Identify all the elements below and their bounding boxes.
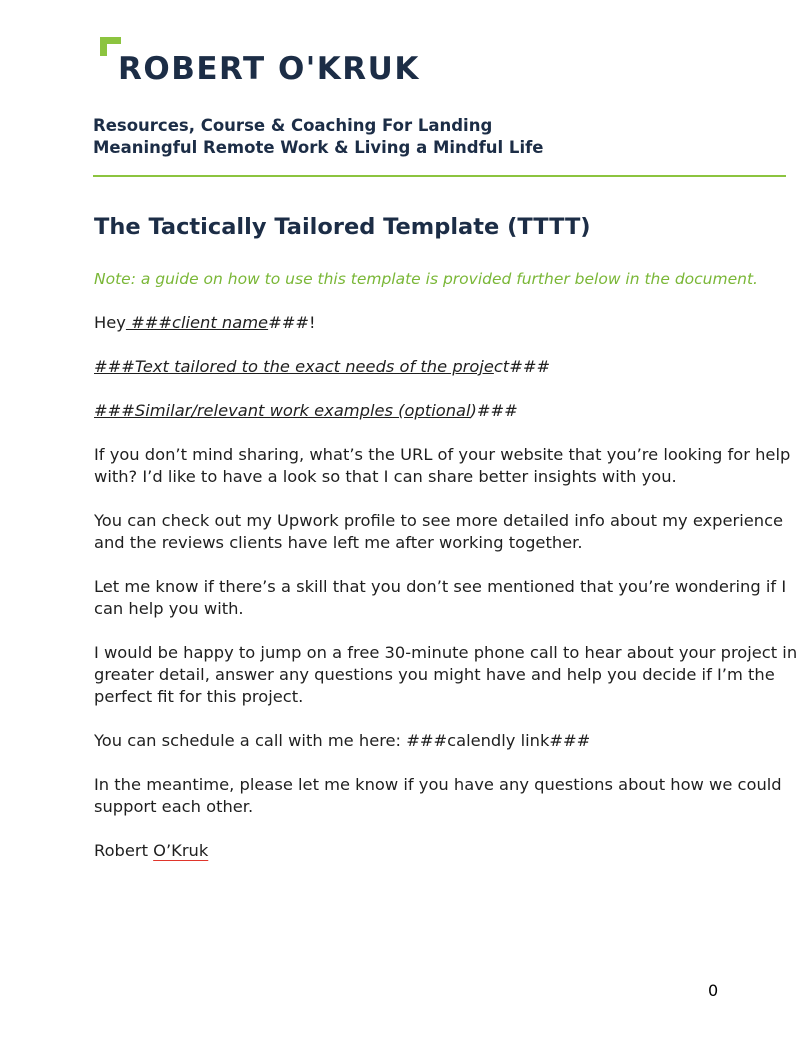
tagline-line-2: Meaningful Remote Work & Living a Mindful Life (93, 138, 544, 157)
client-name-placeholder: ###client name (125, 313, 269, 332)
signature (94, 840, 799, 862)
tagline-line-1: Resources, Course & Coaching For Landing (93, 116, 493, 135)
document-body (94, 268, 799, 884)
brand-name: ROBERT O'KRUK (118, 51, 420, 87)
tailored-text-tail: ct### (493, 357, 551, 376)
paragraph-website-url: If you don’t mind sharing, what’s the URL of your website that you’re looking for help with? I’d like to have a look so that I can share better insights with you. (94, 445, 791, 486)
page-number: 0 (708, 981, 719, 1000)
greeting-suffix: ! (309, 313, 316, 332)
paragraph-upwork-profile: You can check out my Upwork profile to see more detailed info about my experience and the reviews clients have left me after working together. (94, 511, 784, 552)
work-examples-tail: )### (470, 401, 518, 420)
greeting-prefix: Hey (94, 313, 126, 332)
paragraph-schedule-call: You can schedule a call with me here: ###calendly link### (94, 731, 591, 750)
signature-first-name: Robert (94, 841, 154, 860)
work-examples-placeholder (94, 400, 799, 422)
tailored-text-placeholder (94, 356, 799, 378)
client-name-placeholder-tail: ### (268, 313, 310, 332)
paragraph-phone-call: I would be happy to jump on a free 30-minute phone call to hear about your project in greater detail, answer any questions you might have and help you decide if I’m the perfect fit for this project. (94, 643, 798, 706)
tailored-text-underlined: ###Text tailored to the exact needs of the proje (94, 357, 494, 376)
brand-logo (100, 37, 460, 87)
paragraph-meantime: In the meantime, please let me know if you have any questions about how we could support each other. (94, 775, 782, 816)
guide-note: Note: a guide on how to use this template is provided further below in the document. (94, 270, 758, 288)
document-title: The Tactically Tailored Template (TTTT) (94, 214, 591, 240)
signature-last-name: O’Kruk (153, 841, 209, 860)
work-examples-underlined: ###Similar/relevant work examples (optional (94, 401, 471, 420)
brand-tagline (93, 115, 693, 159)
greeting-line (94, 312, 799, 334)
header-divider (93, 175, 786, 177)
paragraph-skill-question: Let me know if there’s a skill that you don’t see mentioned that you’re wondering if I can help you with. (94, 577, 787, 618)
